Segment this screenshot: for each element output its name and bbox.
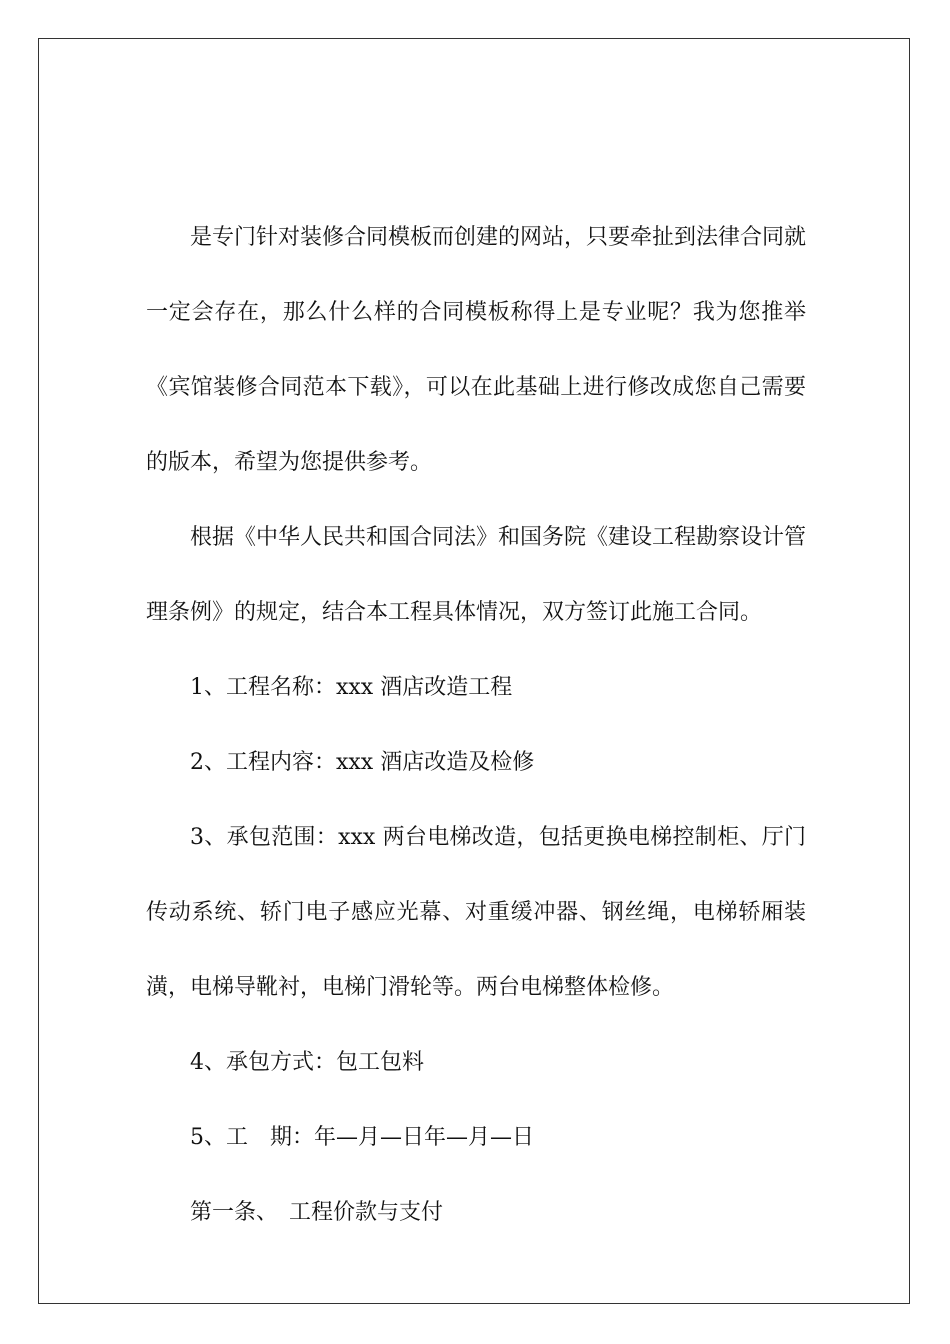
paragraph-contract-method: 4、承包方式：包工包料 xyxy=(190,1050,424,1075)
paragraph-construction-period: 5、工 期：年—月—日年—月—日 xyxy=(190,1125,534,1150)
paragraph-contract-scope: 3、承包范围：xxx 两台电梯改造，包括更换电梯控制柜、厅门传动系统、轿门电子感应光幕、对重缓冲器、钢丝绳，电梯轿厢装潢，电梯导靴衬，电梯门滑轮等。两台电梯整体检修。 xyxy=(146,825,806,1000)
paragraph-legal-basis: 根据《中华人民共和国合同法》和国务院《建设工程勘察设计管理条例》的规定，结合本工程具体情况，双方签订此施工合同。 xyxy=(146,525,807,625)
paragraph-project-name: 1、工程名称：xxx 酒店改造工程 xyxy=(190,675,513,700)
paragraph-project-content: 2、工程内容：xxx 酒店改造及检修 xyxy=(190,750,535,775)
section-heading-price-payment: 第一条、 工程价款与支付 xyxy=(190,1200,444,1225)
document-body xyxy=(146,200,806,1250)
paragraph-intro: 是专门针对装修合同模板而创建的网站，只要牵扯到法律合同就一定会存在，那么什么样的合同模板称得上是专业呢？我为您推举《宾馆装修合同范本下载》，可以在此基础上进行修改成您自己需要的版本，希望为您提供参考。 xyxy=(146,225,807,475)
